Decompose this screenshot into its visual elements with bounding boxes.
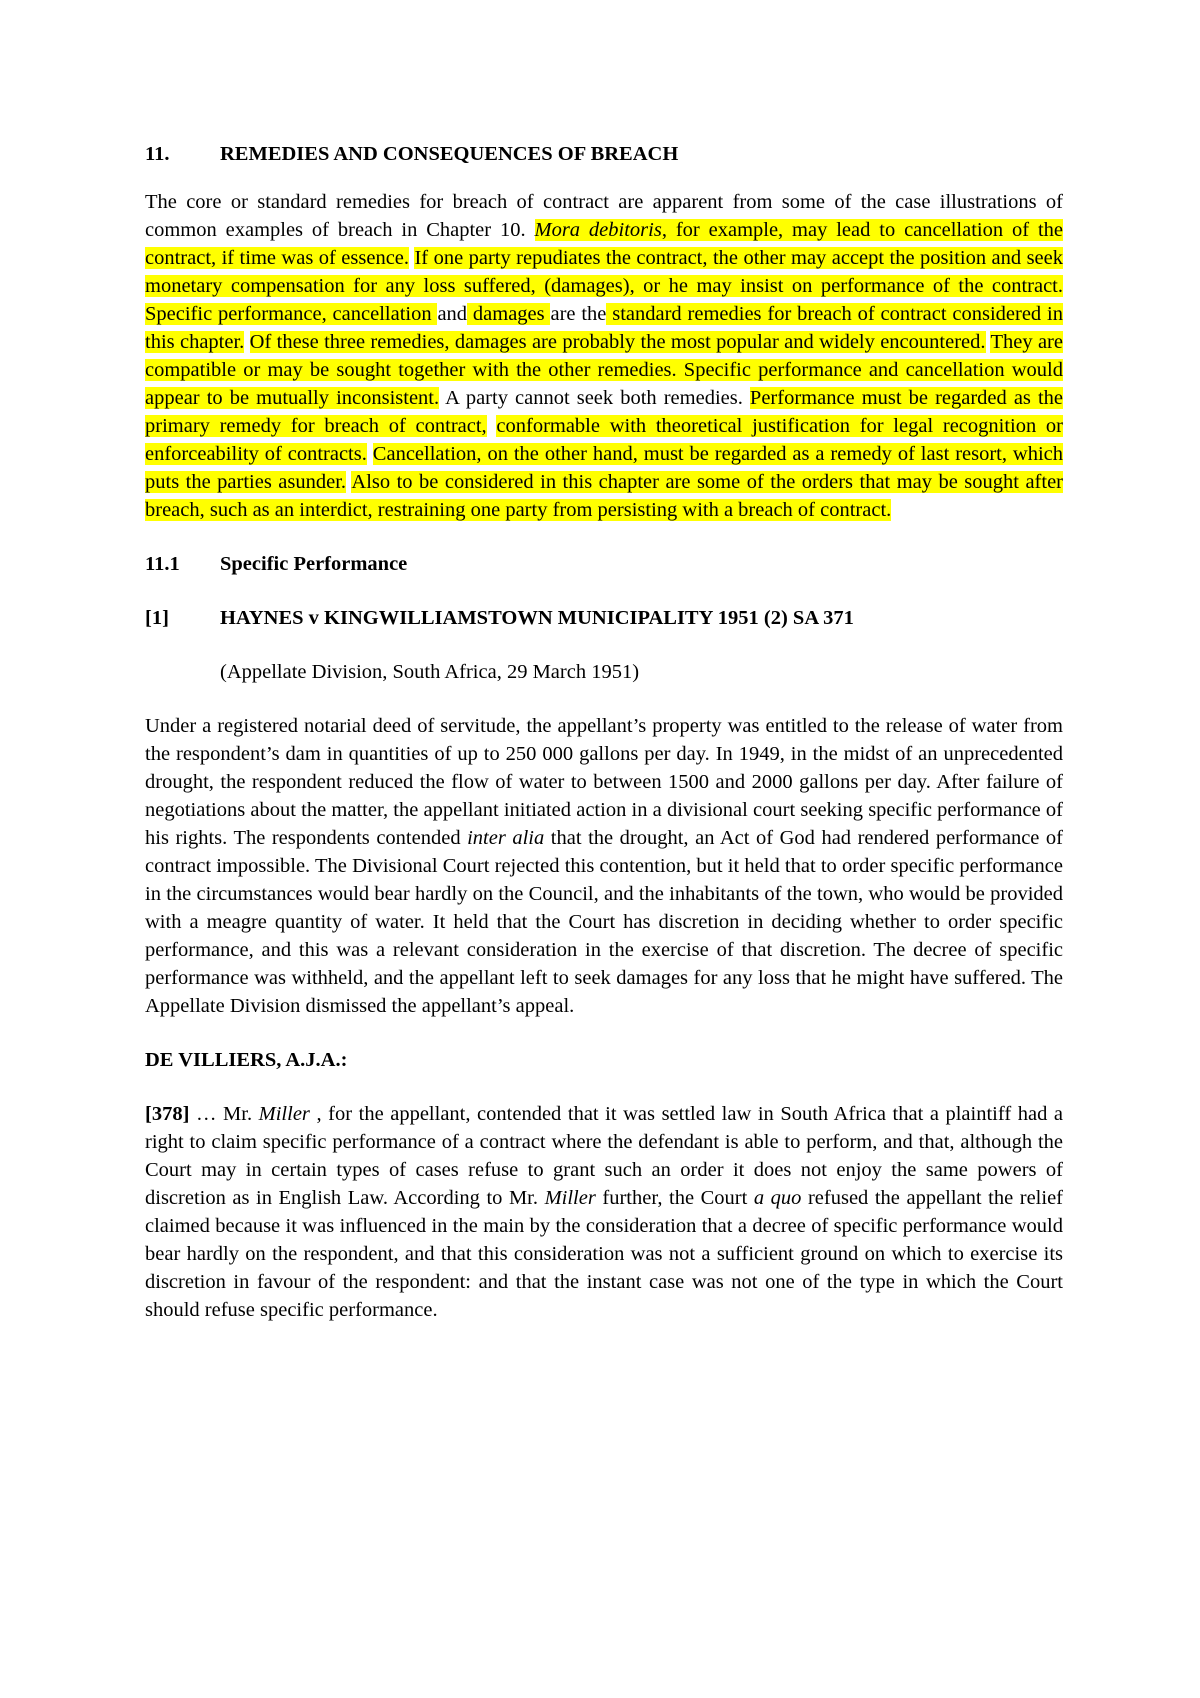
judge-name: DE VILLIERS, A.J.A.:	[145, 1049, 348, 1071]
case-heading	[145, 604, 1063, 632]
case-number: [1]	[145, 607, 169, 629]
section-number: 11.1	[145, 553, 180, 575]
highlighted-text: If one party repudiates the contract, the other may accept the position and seek monetary compensation for any loss suffered, (damages), or he may insist on performance of the contract.	[145, 247, 1064, 297]
case-title: HAYNES v KINGWILLIAMSTOWN MUNICIPALITY 1951 (2) SA 371	[220, 607, 854, 629]
italic-term: a quo	[753, 1187, 802, 1209]
judgment-page-ref: [378]	[145, 1103, 190, 1125]
highlighted-text: Performance must be regarded as the primary remedy for breach of contract,	[145, 387, 1064, 437]
intro-paragraph: The core or standard remedies for breach of contract are apparent from some of the case illustrations of common examples of breach in Chapter 10. Mora debitoris, for example, may lead to cancellation of the contract, if time was of essence. If one party repudiates the contract, the other may accept the position and seek monetary compensation for any loss suffered, (damages), or he may insist on performance of the contract. Specific performance, cancellation and damages are the standard remedies for breach of contract considered in this chapter. Of these three remedies, damages are probably the most popular and widely encountered. They are compatible or may be sought together with the other remedies. Specific performance and cancellation would appear to be mutually inconsistent. A party cannot seek both remedies. Performance must be regarded as the primary remedy for breach of contract, conformable with theoretical justification for legal recognition or enforceability of contracts. Cancellation, on the other hand, must be regarded as a remedy of last resort, which puts the parties asunder. Also to be considered in this chapter are some of the orders that may be sought after breach, such as an interdict, restraining one party from persisting with a breach of contract.	[145, 191, 1064, 521]
italic-name: Miller	[258, 1103, 310, 1125]
case-summary: Under a registered notarial deed of servitude, the appellant’s property was entitled to the release of water from the respondent’s dam in quantities of up to 250 000 gallons per day. In 1949, in the midst of an unprecedented drought, the respondent reduced the flow of water to between 1500 and 2000 gallons per day. After failure of negotiations about the matter, the appellant initiated action in a divisional court seeking specific performance of his rights. The respondents contended inter alia that the drought, an Act of God had rendered performance of contract impossible. The Divisional Court rejected this contention, but it held that to order specific performance in the circumstances would bear hardly on the Council, and the inhabitants of the town, who would be provided with a meagre quantity of water. It held that the Court has discretion in deciding whether to order specific performance, and this was a relevant consideration in the exercise of that discretion. The decree of specific performance was withheld, and the appellant left to seek damages for any loss that he might have suffered. The Appellate Division dismissed the appellant’s appeal.	[145, 715, 1064, 1017]
highlighted-text: Cancellation, on the other hand, must be regarded as a remedy of last resort, which puts the parties asunder.	[145, 443, 1064, 493]
italic-name: Miller	[544, 1187, 596, 1209]
section-title: Specific Performance	[220, 553, 408, 575]
chapter-title: REMEDIES AND CONSEQUENCES OF BREACH	[220, 143, 679, 165]
section-heading	[145, 550, 1063, 578]
document-page	[145, 140, 1063, 1324]
highlighted-text: Also to be considered in this chapter are some of the orders that may be sought after breach, such as an interdict, restraining one party from persisting with a breach of contract.	[145, 471, 1064, 521]
highlighted-text: damages	[467, 303, 551, 325]
highlighted-text: Specific performance, cancellation	[145, 303, 438, 325]
intro-text: The core or standard remedies for breach of contract are apparent from some of the case illustrations of common examples of breach in Chapter 10.	[145, 191, 1063, 241]
highlighted-text: They are compatible or may be sought together with the other remedies. Specific performance and cancellation would appear to be mutually inconsistent.	[145, 331, 1063, 409]
case-court: (Appellate Division, South Africa, 29 March 1951)	[220, 661, 640, 683]
highlighted-text: Mora debitoris, for example, may lead to cancellation of the contract, if time was of essence.	[145, 219, 1063, 269]
italic-term: Mora debitoris	[534, 219, 662, 241]
chapter-number: 11.	[145, 143, 170, 165]
judgment-paragraph: [378] … Mr. Miller , for the appellant, contended that it was settled law in South Africa that a plaintiff had a right to claim specific performance of a contract where the defendant is able to perform, and that, although the Court may in certain types of cases refuse to grant such an order it does not enjoy the same powers of discretion as in English Law. According to Mr. Miller further, the Court a quo refused the appellant the relief claimed because it was influenced in the main by the consideration that a decree of specific performance would bear hardly on the respondent, and that this consideration was not a sufficient ground on which to exercise its discretion in favour of the respondent: and that the instant case was not one of the type in which the Court should refuse specific performance.	[145, 1103, 1063, 1321]
highlighted-text: Of these three remedies, damages are probably the most popular and widely encountered.	[249, 331, 986, 353]
italic-term: inter alia	[467, 827, 545, 849]
highlighted-text: conformable with theoretical justification for legal recognition or enforceability of contracts.	[145, 415, 1064, 465]
highlighted-text: standard remedies for breach of contract considered in this chapter.	[145, 303, 1063, 353]
chapter-heading	[145, 140, 1063, 168]
